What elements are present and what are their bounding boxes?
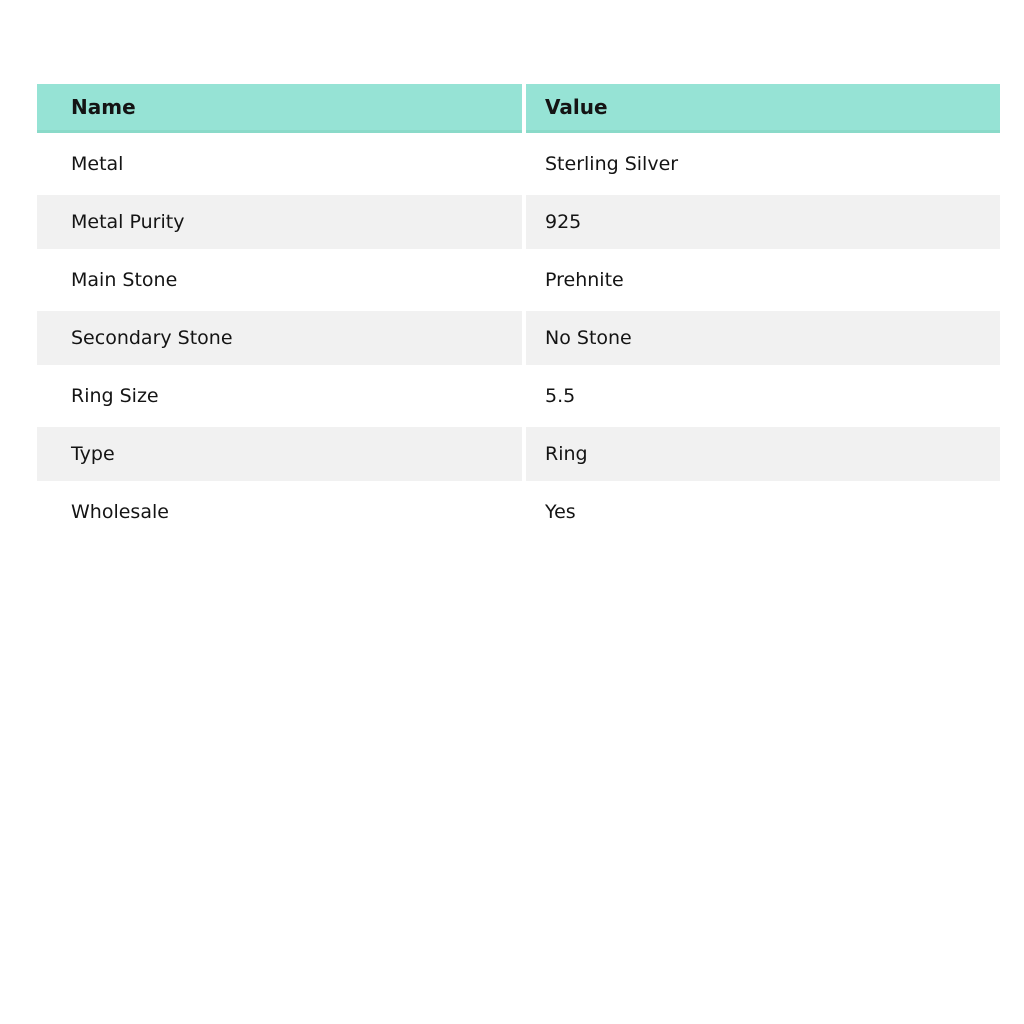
attribute-name-cell: Secondary Stone: [37, 311, 522, 365]
table-row: [37, 195, 1000, 249]
table-body: [37, 137, 1000, 543]
table-row: [37, 311, 1000, 365]
attribute-name-cell: Main Stone: [71, 269, 178, 291]
attribute-value-cell: Prehnite: [545, 269, 624, 291]
table-row: [37, 427, 1000, 481]
attribute-value-cell: 925: [526, 195, 1000, 249]
attribute-value-cell: Sterling Silver: [545, 153, 679, 175]
table-row: [37, 485, 1000, 539]
attribute-name-cell: Metal: [71, 153, 124, 175]
attribute-value-cell: 5.5: [545, 385, 576, 407]
table-header-row: [37, 84, 1000, 133]
attribute-name-cell: Ring Size: [71, 385, 159, 407]
product-attributes-table: [37, 84, 1000, 543]
table-row: [37, 369, 1000, 423]
attribute-value-cell: No Stone: [526, 311, 1000, 365]
attribute-value-cell: Yes: [545, 501, 576, 523]
column-header-value: Value: [526, 84, 1000, 133]
attribute-value-cell: Ring: [526, 427, 1000, 481]
attribute-name-cell: Wholesale: [71, 501, 169, 523]
attribute-name-cell: Metal Purity: [37, 195, 522, 249]
attribute-name-cell: Type: [37, 427, 522, 481]
table-row: [37, 137, 1000, 191]
column-header-name: Name: [37, 84, 522, 133]
table-row: [37, 253, 1000, 307]
